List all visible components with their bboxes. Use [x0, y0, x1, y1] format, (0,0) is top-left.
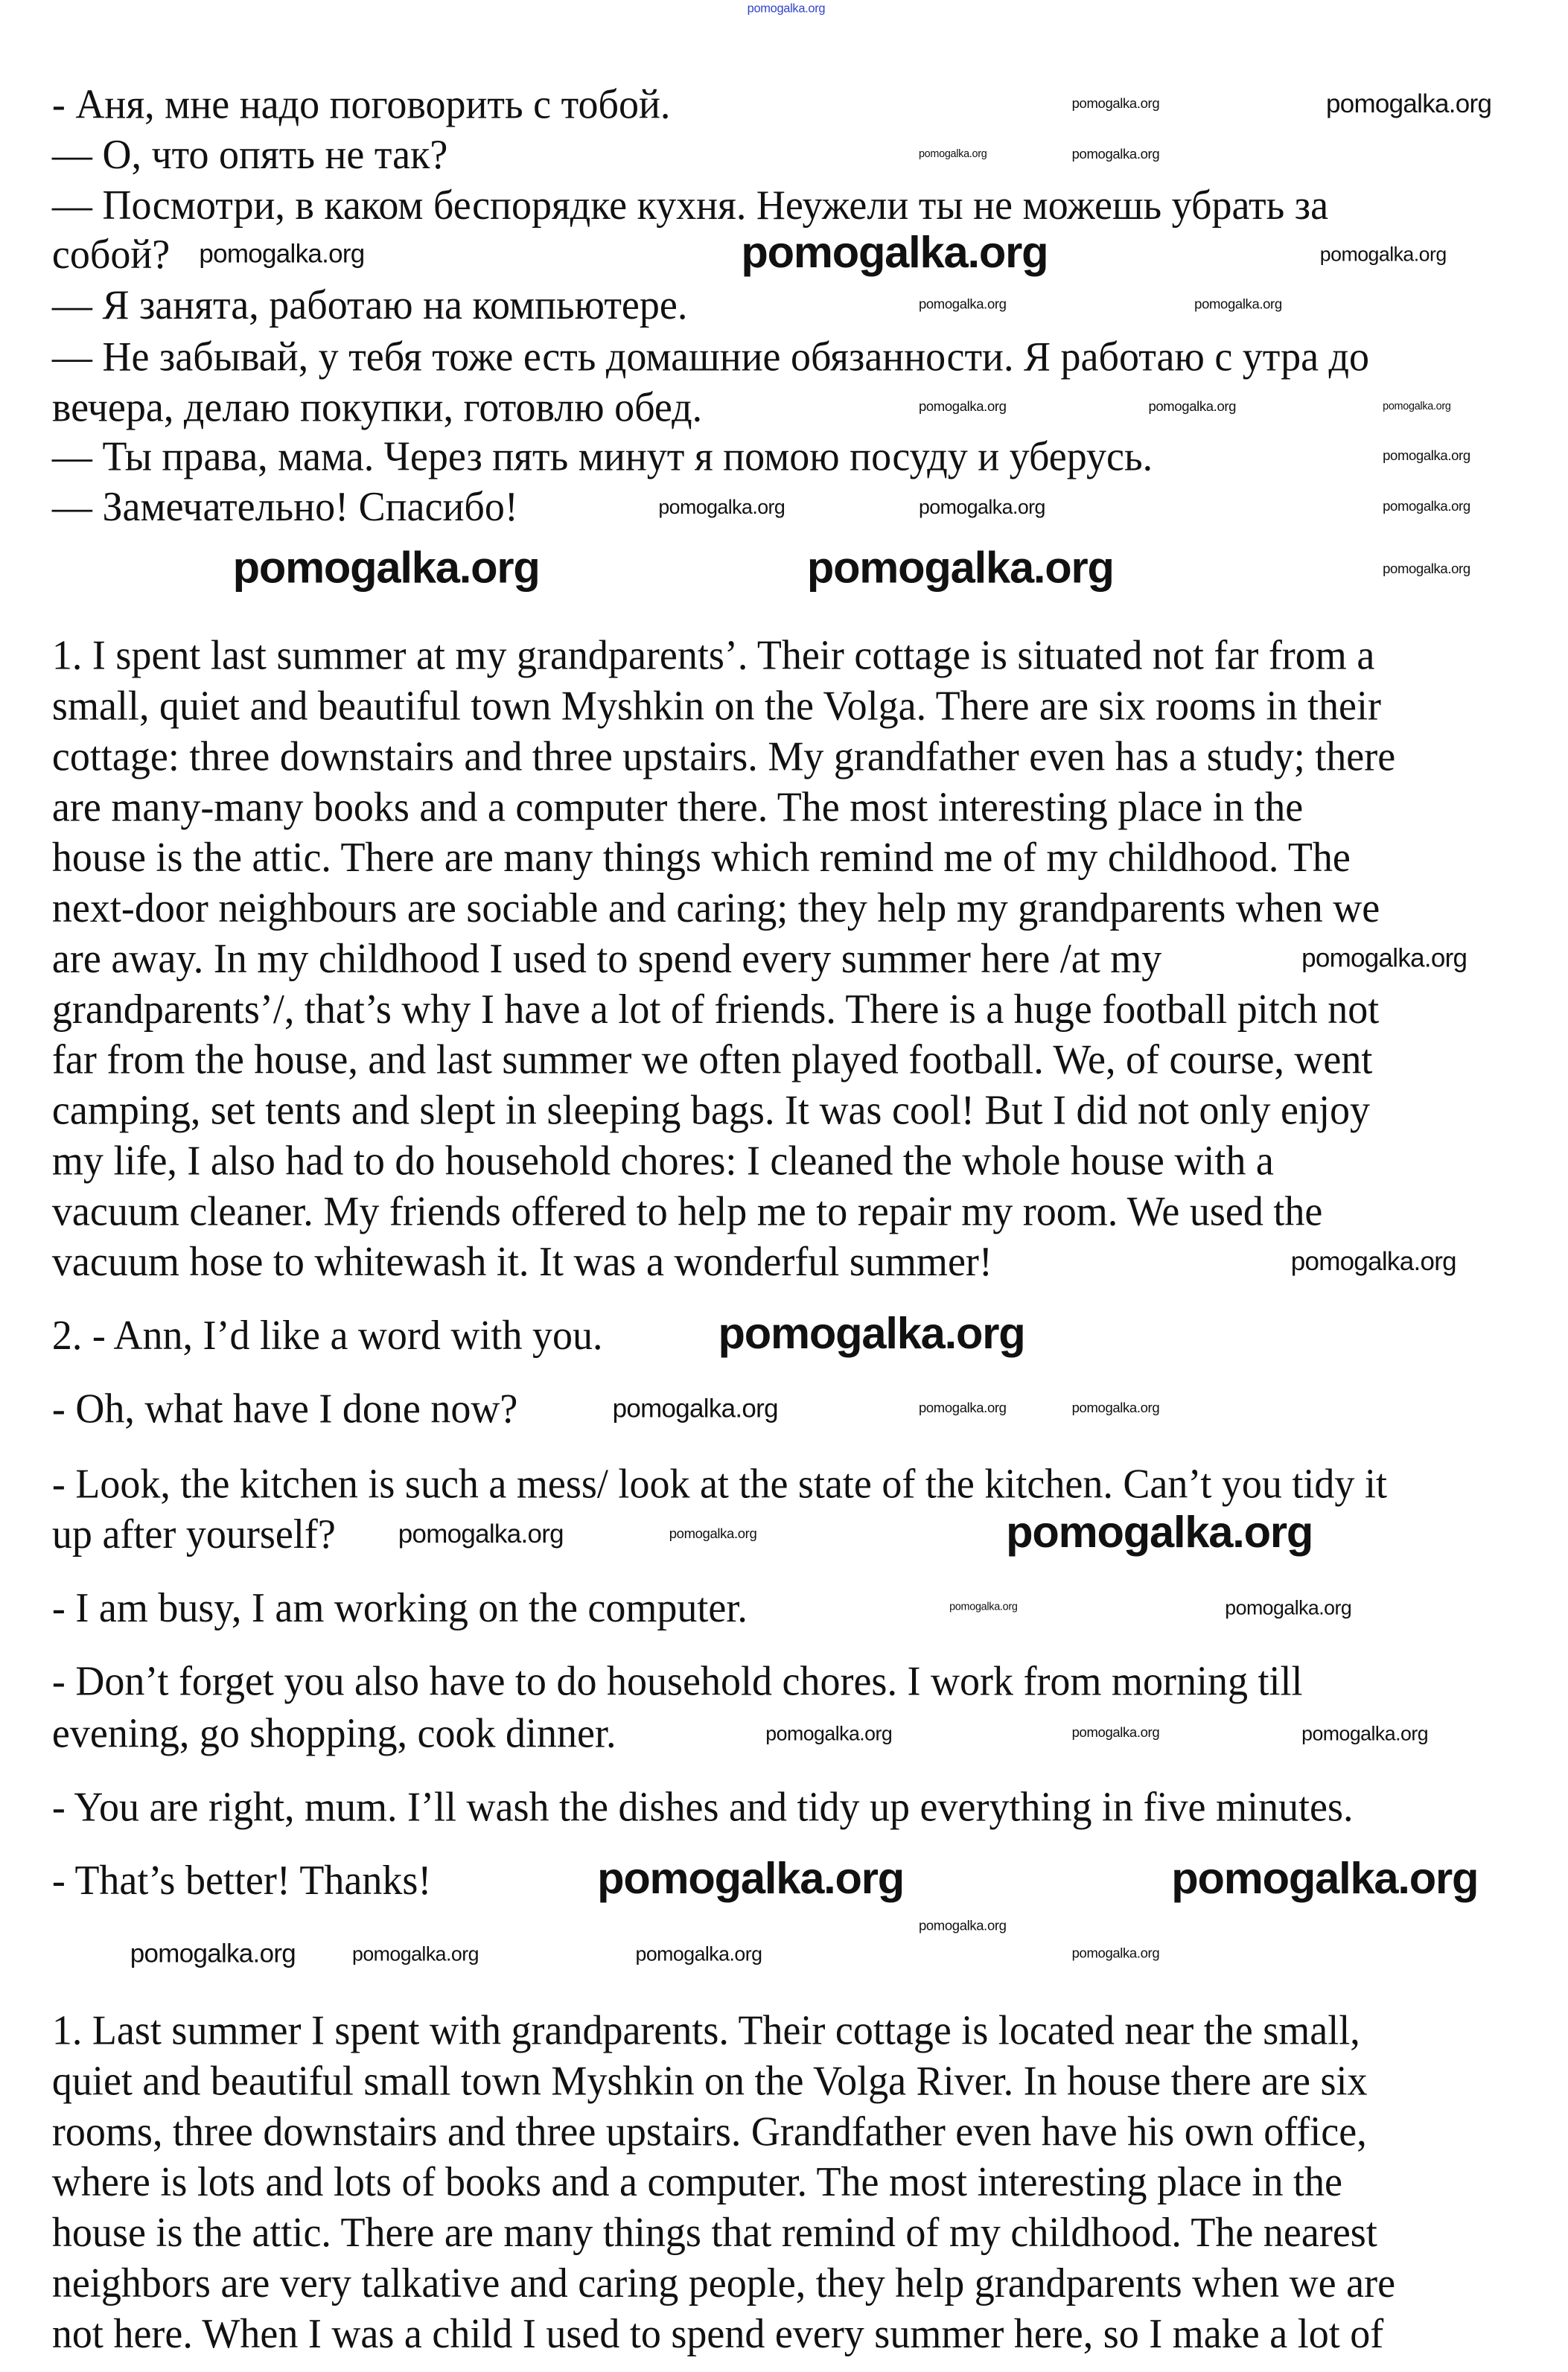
russian-dialogue-line: — Не забывай, у тебя тоже есть домашние обязанности. Я работаю с утра до: [51, 332, 1370, 380]
watermark-text: pomogalka.org: [612, 1394, 778, 1423]
section1-line: my life, I also had to do household chores: I cleaned the whole house with a: [51, 1135, 1274, 1184]
section2-line: - Oh, what have I done now?: [51, 1384, 518, 1432]
section3-line: neighbors are very talkative and caring people, they help grandparents when we are: [51, 2258, 1396, 2306]
watermark-text: pomogalka.org: [635, 1942, 762, 1965]
watermark-text: pomogalka.org: [1071, 1400, 1160, 1416]
section3-line: 1. Last summer I spent with grandparents. Their cottage is located near the small,: [51, 2006, 1360, 2053]
russian-dialogue-line: — Я занята, работаю на компьютере.: [51, 280, 688, 328]
section2-line: - Look, the kitchen is such a mess/ look at the state of the kitchen. Can’t you tidy it: [51, 1458, 1387, 1507]
section1-line: are away. In my childhood I used to spend every summer here /at my: [51, 934, 1162, 982]
russian-dialogue-line: — Замечательно! Спасибо!: [51, 482, 518, 530]
watermark-text: pomogalka.org: [658, 495, 785, 519]
section1-line: cottage: three downstairs and three upstairs. My grandfather even has a study; there: [51, 732, 1396, 779]
russian-dialogue-line: — Посмотри, в каком беспорядке кухня. Неужели ты не можешь убрать за: [51, 180, 1329, 229]
watermark-text: pomogalka.org: [1148, 398, 1237, 415]
section1-line: vacuum cleaner. My friends offered to help me to repair my room. We used the: [51, 1186, 1323, 1234]
watermark-text: pomogalka.org: [1383, 561, 1470, 577]
russian-dialogue-line: собой?: [51, 229, 170, 278]
watermark-text: pomogalka.org: [1071, 146, 1160, 162]
section3-line: quiet and beautiful small town Myshkin on the Volga River. In house there are six: [51, 2056, 1368, 2104]
watermark-text: pomogalka.org: [918, 1400, 1007, 1416]
watermark-text: pomogalka.org: [1319, 242, 1447, 266]
watermark-text: pomogalka.org: [1383, 401, 1451, 413]
section3-line: rooms, three downstairs and three upstairs. Grandfather even have his own office,: [51, 2106, 1367, 2155]
section2-line: evening, go shopping, cook dinner.: [51, 1709, 616, 1756]
watermark-text: pomogalka.org: [398, 1520, 564, 1549]
watermark-text: pomogalka.org: [1301, 943, 1467, 973]
watermark-text: pomogalka.org: [1194, 296, 1282, 312]
watermark-text: pomogalka.org: [918, 398, 1007, 415]
watermark-text: pomogalka.org: [1171, 1855, 1479, 1904]
section2-line: - Don’t forget you also have to do household chores. I work from morning till: [51, 1657, 1303, 1704]
russian-dialogue-line: — Ты права, мама. Через пять минут я помою посуду и уберусь.: [51, 431, 1153, 479]
section1-line: are many-many books and a computer there. The most interesting place in the: [51, 782, 1304, 830]
russian-dialogue-line: — О, что опять не так?: [51, 130, 448, 178]
watermark-text: pomogalka.org: [232, 544, 540, 593]
section1-line: camping, set tents and slept in sleeping bags. It was cool! But I did not only enjoy: [51, 1085, 1371, 1133]
russian-dialogue-line: - Аня, мне надо поговорить с тобой.: [51, 79, 671, 127]
watermark-text: pomogalka.org: [130, 1939, 296, 1968]
watermark-text: pomogalka.org: [918, 1917, 1007, 1933]
watermark-text: pomogalka.org: [918, 149, 987, 160]
russian-dialogue-line: вечера, делаю покупки, готовлю обед.: [51, 383, 703, 430]
watermark-text: pomogalka.org: [1006, 1508, 1313, 1558]
watermark-text: pomogalka.org: [918, 296, 1007, 312]
section2-line: - I am busy, I am working on the computer.: [51, 1583, 748, 1631]
section3-line: where is lots and lots of books and a computer. The most interesting place in the: [51, 2157, 1342, 2205]
watermark-text: pomogalka.org: [1290, 1247, 1456, 1277]
watermark-text: pomogalka.org: [1071, 1945, 1160, 1961]
section3-line: house is the attic. There are many things that remind of my childhood. The nearest: [51, 2207, 1377, 2256]
watermark-text: pomogalka.org: [1383, 447, 1470, 464]
section1-line: far from the house, and last summer we often played football. We, of course, went: [51, 1035, 1373, 1083]
section2-line: up after yourself?: [51, 1509, 336, 1558]
watermark-text: pomogalka.org: [765, 1721, 893, 1745]
watermark-text: pomogalka.org: [949, 1602, 1018, 1613]
watermark-text: pomogalka.org: [1383, 498, 1470, 514]
watermark-text: pomogalka.org: [747, 1, 826, 16]
watermark-text: pomogalka.org: [597, 1855, 905, 1904]
section3-line: not here. When I was a child I used to spend every summer here, so I make a lot of: [51, 2309, 1384, 2357]
watermark-text: pomogalka.org: [806, 544, 1114, 593]
watermark-text: pomogalka.org: [1301, 1721, 1429, 1745]
section2-line: 2. - Ann, I’d like a word with you.: [51, 1310, 603, 1359]
watermark-text: pomogalka.org: [199, 239, 365, 269]
section1-line: grandparents’/, that’s why I have a lot of friends. There is a huge football pitch not: [51, 984, 1380, 1033]
watermark-text: pomogalka.org: [1071, 1724, 1160, 1741]
watermark-text: pomogalka.org: [1225, 1596, 1352, 1619]
section2-line: - That’s better! Thanks!: [51, 1855, 432, 1904]
section1-line: small, quiet and beautiful town Myshkin on the Volga. There are six rooms in their: [51, 681, 1382, 729]
watermark-text: pomogalka.org: [1071, 95, 1160, 112]
watermark-text: pomogalka.org: [352, 1942, 479, 1965]
watermark-text: pomogalka.org: [669, 1525, 757, 1541]
watermark-text: pomogalka.org: [718, 1310, 1025, 1359]
section1-line: house is the attic. There are many things which remind me of my childhood. The: [51, 832, 1351, 881]
section2-line: - You are right, mum. I’ll wash the dishes and tidy up everything in five minutes.: [51, 1782, 1354, 1830]
watermark-text: pomogalka.org: [918, 495, 1045, 519]
watermark-text: pomogalka.org: [741, 229, 1048, 278]
watermark-text: pomogalka.org: [1326, 89, 1492, 119]
section1-line: vacuum hose to whitewash it. It was a wonderful summer!: [51, 1237, 992, 1285]
section1-line: 1. I spent last summer at my grandparents’. Their cottage is situated not far from a: [51, 631, 1375, 679]
section1-line: next-door neighbours are sociable and caring; they help my grandparents when we: [51, 883, 1380, 931]
